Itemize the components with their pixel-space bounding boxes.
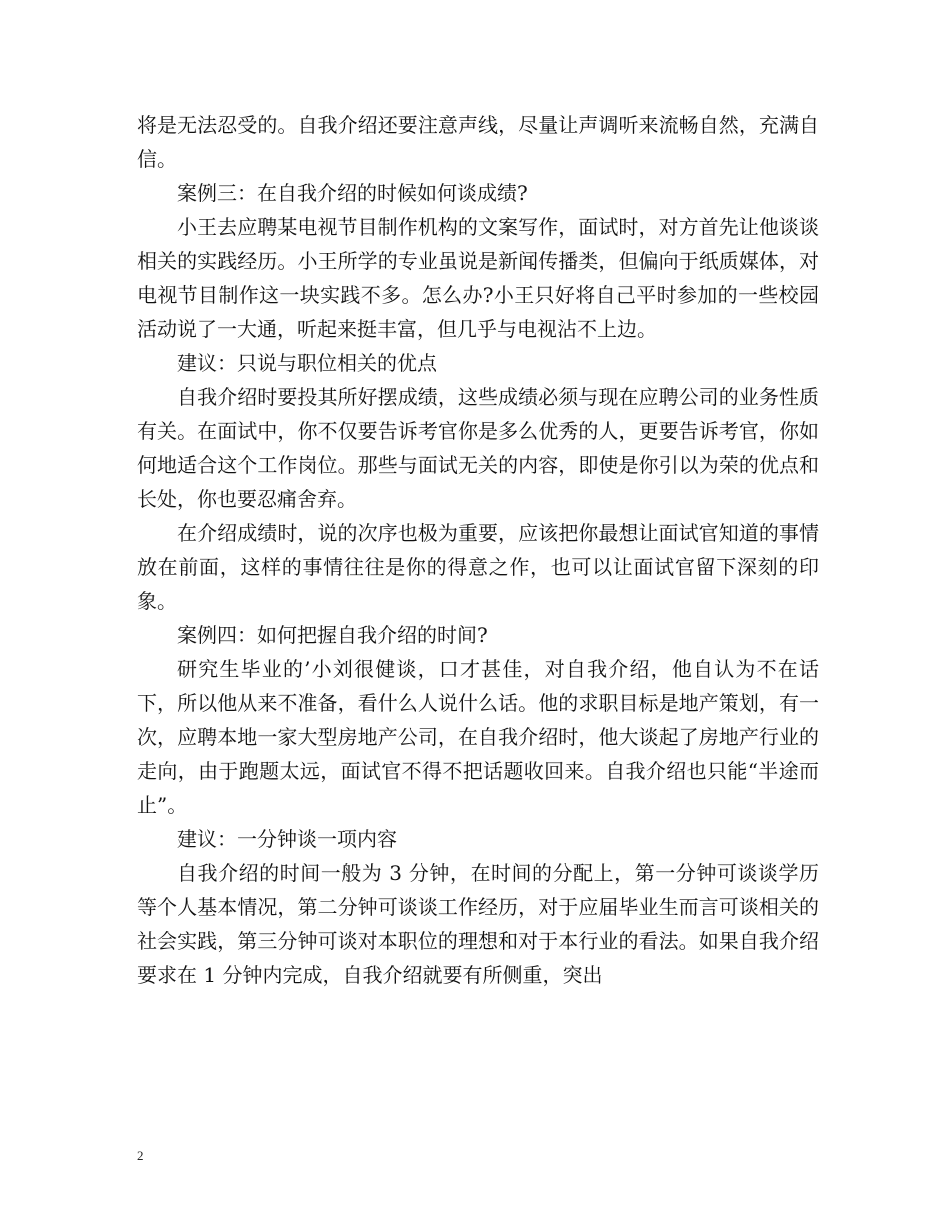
body-text [137, 108, 819, 992]
advice-three-body: 自我介绍时要投其所好摆成绩，这些成绩必须与现在应聘公司的业务性质有关。在面试中，你不仅要告诉考官你是多么优秀的人，更要告诉考官，你如何地适合这个工作岗位。那些与面试无关的内容，即使是你引以为荣的优点和长处，你也要忍痛舍弃。 [137, 385, 819, 511]
advice-four-body: 自我介绍的时间一般为 3 分钟，在时间的分配上，第一分钟可谈谈学历等个人基本情况，第二分钟可谈谈工作经历，对于应届毕业生而言可谈相关的社会实践，第三分钟可谈对本职位的理想和对于本行业的看法。如果自我介绍要求在 1 分钟内完成，自我介绍就要有所侧重，突出 [137, 861, 819, 987]
case-three-story: 小王去应聘某电视节目制作机构的文案写作，面试时，对方首先让他谈谈相关的实践经历。小王所学的专业虽说是新闻传播类，但偏向于纸质媒体，对电视节目制作这一块实践不多。怎么办?小王只好将自己平时参加的一些校园活动说了一大通，听起来挺丰富，但几乎与电视沾不上边。 [137, 215, 819, 341]
case-three-heading: 案例三：在自我介绍的时候如何谈成绩? [177, 181, 528, 205]
case-four-heading: 案例四：如何把握自我介绍的时间? [177, 623, 488, 647]
case-four-story: 研究生毕业的’小刘很健谈，口才甚佳，对自我介绍，他自认为不在话下，所以他从来不准备，看什么人说什么话。他的求职目标是地产策划，有一次，应聘本地一家大型房地产公司，在自我介绍时，他大谈起了房地产行业的走向，由于跑题太远，面试官不得不把话题收回来。自我介绍也只能“半途而止”。 [137, 657, 819, 817]
paragraph-continuation: 将是无法忍受的。自我介绍还要注意声线，尽量让声调听来流畅自然，充满自信。 [137, 113, 819, 171]
page-number: 2 [137, 1148, 144, 1163]
advice-four-heading: 建议：一分钟谈一项内容 [177, 827, 397, 851]
advice-three-heading: 建议：只说与职位相关的优点 [177, 351, 437, 375]
advice-three-order: 在介绍成绩时，说的次序也极为重要，应该把你最想让面试官知道的事情放在前面，这样的事情往往是你的得意之作，也可以让面试官留下深刻的印象。 [137, 521, 819, 613]
